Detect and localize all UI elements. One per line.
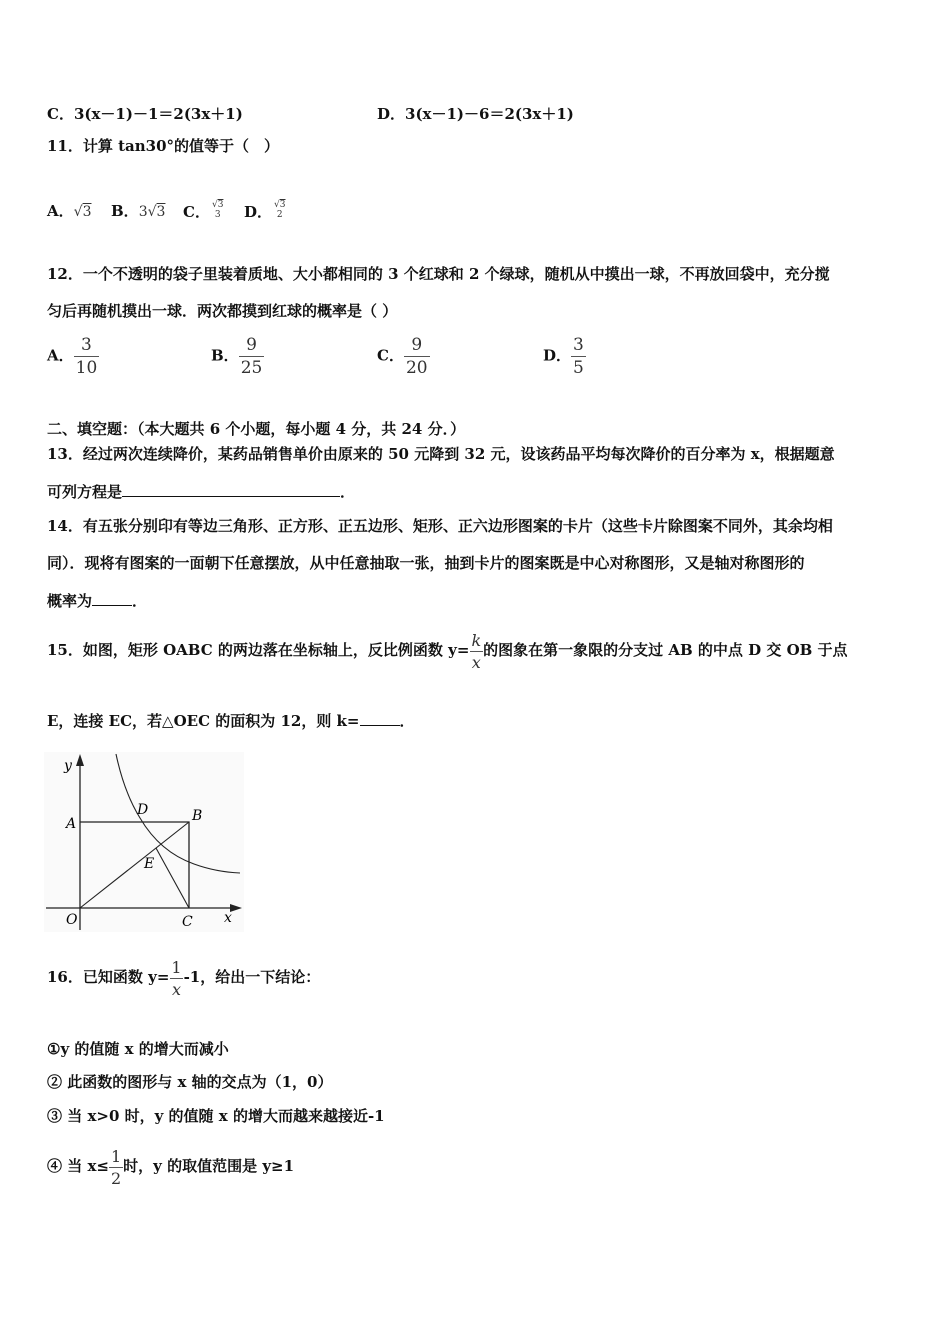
fraction: $\frac{1}{x}$	[171, 957, 182, 999]
label-x: x	[224, 910, 232, 926]
label-y: y	[64, 758, 72, 774]
label-e: E	[144, 856, 155, 872]
q13-line2: 可列方程是 ．	[47, 483, 356, 501]
q12-option-b: B． $\frac{9}{25}$	[211, 335, 263, 378]
q11-option-d	[244, 200, 288, 222]
q14-line3: 概率为 ．	[47, 592, 148, 610]
q12-option-d: D． $\frac{3}{5}$	[543, 335, 584, 378]
figure-background	[44, 752, 244, 932]
fraction: $\frac{3}{5}$	[573, 335, 584, 378]
q11-option-b-label: B．	[111, 202, 139, 220]
q11-stem: 11．计算 tan30°的值等于（ ）	[47, 137, 280, 155]
q16-stem: 16．已知函数 y= $\frac{1}{x}$ -1，给出一下结论：	[47, 957, 321, 999]
q16-conclusion-1: ①y 的值随 x 的增大而减小	[47, 1040, 229, 1058]
q11-option-c	[183, 200, 225, 222]
fraction: $\frac{3}{10}$	[75, 335, 98, 378]
q10-option-d: D．3(x－1)－6＝2(3x＋1)	[377, 105, 574, 123]
section-heading: 二、填空题：（本大题共 6 个小题，每小题 4 分，共 24 分．）	[47, 420, 466, 438]
q12-option-c: C． $\frac{9}{20}$	[377, 335, 428, 378]
q15-line2: E，连接 EC，若△OEC 的面积为 12，则 k= ．	[47, 712, 415, 730]
label-o: O	[66, 912, 78, 928]
label-a: A	[66, 816, 77, 832]
fraction: $\frac{1}{2}$	[110, 1146, 122, 1188]
q11-option-d-label: D．	[244, 203, 273, 221]
q14-line1: 14．有五张分别印有等边三角形、正方形、正五边形、矩形、正六边形图案的卡片（这些卡片除图案不同外，其余均相	[47, 517, 833, 535]
q16-conclusion-2: ② 此函数的图形与 x 轴的交点为（1，0）	[47, 1073, 333, 1091]
label-b: B	[192, 808, 203, 824]
q16-conclusion-4: ④ 当 x≤ $\frac{1}{2}$ 时，y 的取值范围是 y≥1	[47, 1146, 295, 1188]
q12-stem-line1: 12．一个不透明的袋子里装着质地、大小都相同的 3 个红球和 2 个绿球，随机从中摸出一球，不再放回袋中，充分搅	[47, 265, 830, 283]
q11-option-a	[47, 200, 91, 221]
q13-line1: 13．经过两次连续降价，某药品销售单价由原来的 50 元降到 32 元，设该药品平均每次降价的百分率为 x，根据题意	[47, 445, 835, 463]
q11-option-c-label: C．	[183, 203, 210, 221]
answer-blank	[122, 482, 340, 497]
label-c: C	[182, 914, 193, 930]
q15-line1: 15．如图，矩形 OABC 的两边落在坐标轴上，反比例函数 y= $\frac{k}{x}$ 的图象在第一象限的分支过 AB 的中点 D 交 OB 于点	[47, 630, 848, 672]
sqrt-expression: 3√3	[138, 204, 166, 220]
q10-option-c: C．3(x－1)－1＝2(3x＋1)	[47, 105, 243, 123]
answer-blank	[92, 591, 132, 606]
q15-figure	[44, 752, 244, 932]
label-d: D	[137, 802, 149, 818]
fraction: $\frac{9}{25}$	[240, 335, 263, 378]
q11-option-b	[111, 200, 165, 221]
fraction: $\frac{9}{20}$	[405, 335, 428, 378]
q14-line2: 同）．现将有图案的一面朝下任意摆放，从中任意抽取一张，抽到卡片的图案既是中心对称图形，又是轴对称图形的	[47, 554, 805, 572]
fraction: √3 2	[274, 200, 286, 220]
sqrt-expression: √3	[73, 204, 92, 220]
fraction: √3 3	[211, 200, 224, 220]
q11-option-a-label: A．	[47, 202, 74, 220]
q16-conclusion-3: ③ 当 x>0 时，y 的值随 x 的增大而越来越接近-1	[47, 1107, 385, 1125]
q12-option-a: A． $\frac{3}{10}$	[47, 335, 98, 378]
fraction: $\frac{k}{x}$	[471, 630, 482, 672]
answer-blank	[360, 711, 400, 726]
q12-stem-line2: 匀后再随机摸出一球．两次都摸到红球的概率是（ ）	[47, 302, 398, 320]
